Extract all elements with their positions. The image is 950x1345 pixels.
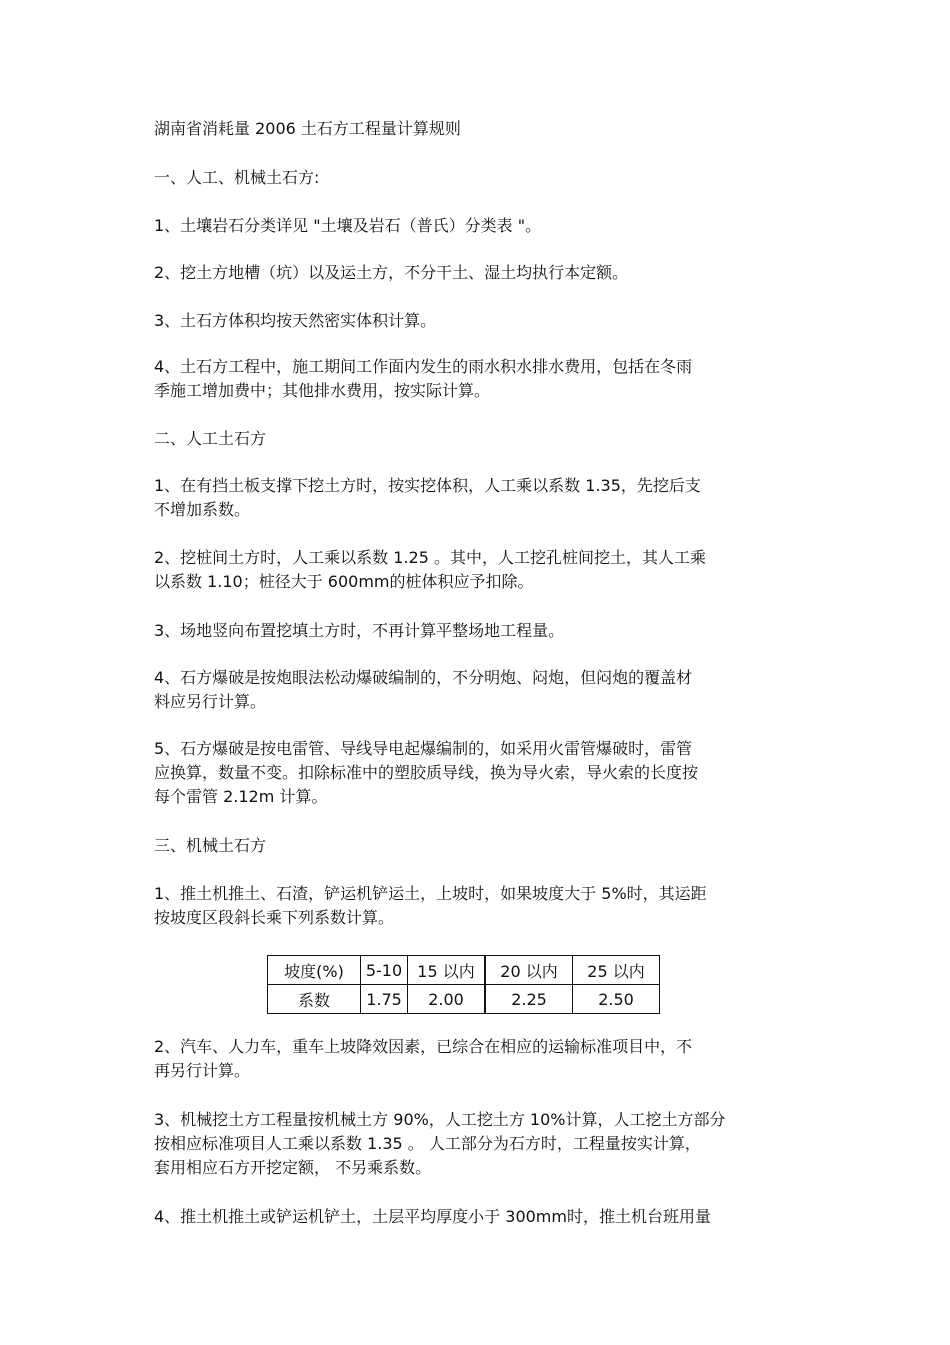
paragraph-line: 按坡度区段斜长乘下列系数计算。 [154,908,395,927]
paragraph-line: 不增加系数。 [154,500,251,519]
table-cell: 5-10 [361,956,408,985]
paragraph-line: 按相应标准项目人工乘以系数 1.35 。 人工部分为石方时，工程量按实计算， [154,1134,701,1153]
section-heading-1-text: 一、人工、机械土石方: [154,168,320,187]
section-2-item-2 [154,546,804,594]
section-heading-3-text: 三、机械土石方 [154,836,267,855]
table-cell: 2.25 [485,985,573,1014]
section-3-item-4 [154,1205,804,1229]
section-3-item-2 [154,1035,804,1083]
paragraph-line: 4、推土机推土或铲运机铲土，土层平均厚度小于 300mm时，推土机台班用量 [154,1207,711,1226]
section-2-item-4 [154,666,804,714]
paragraph-line: 以系数 1.10；桩径大于 600mm的桩体积应予扣除。 [154,572,534,591]
paragraph-line: 1、土壤岩石分类详见 "土壤及岩石（普氏）分类表 "。 [154,216,542,235]
paragraph-line: 4、石方爆破是按炮眼法松动爆破编制的，不分明炮、闷炮，但闷炮的覆盖材 [154,668,693,687]
section-3-item-3 [154,1108,804,1180]
section-1-item-4 [154,355,804,403]
paragraph-line: 3、机械挖土方工程量按机械土方 90%，人工挖土方 10%计算，人工挖土方部分 [154,1110,726,1129]
section-1-item-1 [154,214,804,238]
section-heading-2 [154,427,804,451]
table-cell: 15 以内 [408,956,486,985]
slope-coefficient-table [267,955,660,1014]
paragraph-line: 3、土石方体积均按天然密实体积计算。 [154,311,437,330]
paragraph-line: 料应另行计算。 [154,692,267,711]
table-cell: 1.75 [361,985,408,1014]
paragraph-line: 2、挖土方地槽（坑）以及运土方，不分干土、湿土均执行本定额。 [154,263,629,282]
table-cell: 系数 [268,985,361,1014]
document-title [154,117,804,141]
section-heading-1 [154,166,804,190]
paragraph-line: 1、在有挡土板支撑下挖土方时，按实挖体积，人工乘以系数 1.35，先挖后支 [154,476,701,495]
document-title-text: 湖南省消耗量 2006 土石方工程量计算规则 [154,119,461,138]
paragraph-line: 1、推土机推土、石渣，铲运机铲运土，上坡时，如果坡度大于 5%时，其运距 [154,884,707,903]
table-cell: 坡度(%) [268,956,361,985]
table-cell: 25 以内 [573,956,660,985]
paragraph-line: 应换算，数量不变。扣除标准中的塑胶质导线，换为导火索，导火索的长度按 [154,763,699,782]
section-2-item-1 [154,474,804,522]
section-1-item-3 [154,309,804,333]
paragraph-line: 套用相应石方开挖定额， 不另乘系数。 [154,1158,432,1177]
section-heading-3 [154,834,804,858]
table-cell: 2.00 [408,985,486,1014]
table-row [268,985,660,1014]
paragraph-line: 2、汽车、人力车，重车上坡降效因素，已综合在相应的运输标准项目中，不 [154,1037,693,1056]
section-heading-2-text: 二、人工土石方 [154,429,267,448]
section-2-item-5 [154,737,804,809]
paragraph-line: 5、石方爆破是按电雷管、导线导电起爆编制的，如采用火雷管爆破时，雷管 [154,739,693,758]
paragraph-line: 每个雷管 2.12m 计算。 [154,787,328,806]
section-1-item-2 [154,261,804,285]
paragraph-line: 再另行计算。 [154,1061,251,1080]
paragraph-line: 季施工增加费中；其他排水费用，按实际计算。 [154,381,491,400]
table-cell: 2.50 [573,985,660,1014]
table-row [268,956,660,985]
table-cell: 20 以内 [485,956,573,985]
paragraph-line: 3、场地竖向布置挖填土方时，不再计算平整场地工程量。 [154,621,565,640]
section-2-item-3 [154,619,804,643]
section-3-item-1 [154,882,804,930]
paragraph-line: 4、土石方工程中，施工期间工作面内发生的雨水积水排水费用，包括在冬雨 [154,357,693,376]
paragraph-line: 2、挖桩间土方时，人工乘以系数 1.25 。其中，人工挖孔桩间挖土，其人工乘 [154,548,706,567]
